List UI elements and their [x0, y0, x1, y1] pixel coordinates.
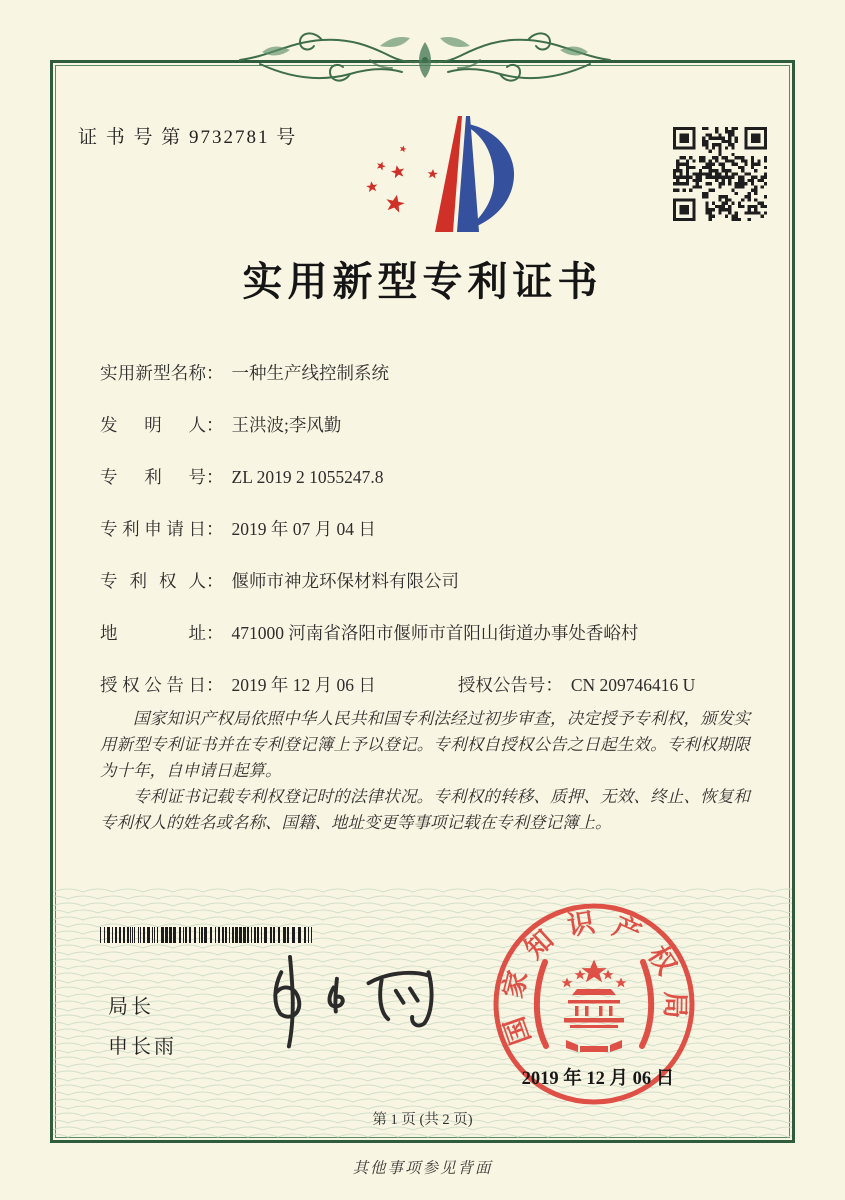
field-filing-date [100, 516, 376, 541]
barcode [100, 927, 317, 943]
certificate-number: 证 书 号 第 9732781 号 [78, 127, 298, 148]
grant-date-label: 授权公告日 [100, 675, 206, 695]
legal-paragraph-1: 国家知识产权局依照中华人民共和国专利法经过初步审查，决定授予专利权，颁发实用新型专利证书并在专利登记簿上予以登记。专利权自授权公告之日起生效。专利权期限为十年，自申请日起算。 [100, 709, 750, 780]
national-emblem-icon [537, 959, 651, 1052]
field-patent-number [100, 464, 383, 489]
field-label: 专利申请日 [100, 519, 206, 539]
field-colon: ： [545, 675, 563, 695]
field-colon: ： [206, 675, 224, 695]
field-inventor [100, 412, 341, 437]
border-scroll-ornament-icon [230, 16, 620, 101]
field-colon: ： [206, 363, 224, 383]
seal-date: 2019 年 12 月 06 日 [521, 1069, 675, 1089]
grant-date-value: 2019 年 12 月 06 日 [231, 675, 376, 695]
field-grant-row [100, 672, 695, 697]
field-colon: ： [206, 571, 224, 591]
field-label: 发明人 [100, 415, 206, 435]
field-label: 实用新型名称 [100, 363, 206, 383]
field-colon: ： [206, 519, 224, 539]
grant-number-label: 授权公告号 [457, 675, 546, 695]
page-number: 第 1 页 (共 2 页) [372, 1112, 473, 1128]
field-colon: ： [206, 623, 224, 643]
field-value: 一种生产线控制系统 [231, 363, 389, 383]
grant-number-value: CN 209746416 U [570, 675, 696, 695]
cnipa-logo-icon [345, 110, 520, 240]
legal-paragraph-2: 专利证书记载专利权登记时的法律状况。专利权的转移、质押、无效、终止、恢复和专利权人的姓名或名称、国籍、地址变更等事项记载在专利登记簿上。 [100, 787, 750, 832]
director-name: 申长雨 [108, 1036, 177, 1058]
field-label: 专利号 [100, 467, 206, 487]
field-label: 专利权人 [100, 571, 206, 591]
field-patentee [100, 568, 459, 593]
field-address [100, 620, 638, 645]
field-colon: ： [206, 467, 224, 487]
legal-text-block [100, 706, 750, 836]
director-signature [218, 942, 458, 1057]
seal-text: 国家知识产权局 [497, 907, 691, 1049]
field-value: 王洪波;李风勤 [231, 415, 342, 435]
certificate-title: 实用新型专利证书 [242, 259, 603, 304]
field-value: 471000 河南省洛阳市偃师市首阳山街道办事处香峪村 [231, 623, 639, 643]
field-value: ZL 2019 2 1055247.8 [231, 467, 384, 487]
field-value: 2019 年 07 月 04 日 [231, 519, 376, 539]
field-colon: ： [206, 415, 224, 435]
back-side-note: 其他事项参见背面 [352, 1160, 493, 1177]
director-title-label: 局长 [108, 996, 154, 1018]
field-utility-model-name [100, 360, 389, 385]
field-value: 偃师市神龙环保材料有限公司 [231, 571, 459, 591]
field-label: 地址 [100, 623, 206, 643]
qr-code [673, 126, 767, 222]
